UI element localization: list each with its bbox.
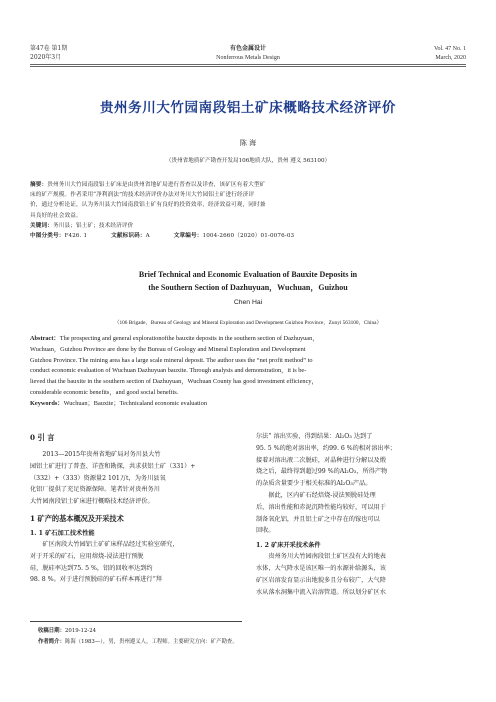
body-line: 后，溶出性能和赤泥沉降性能均较好，可以用于 [256,503,386,511]
subsection-heading: 1. 1 矿石加工技术性能 [30,529,95,537]
abstract-cn-line: 价，通过分析论证，认为务川县大竹园南段铝土矿有良好的投资效率，经济效益可观，同时兼 [30,202,266,209]
doc-code-label: 文献标识码： [111,233,146,240]
body-line: 大竹园南段铝土矿床进行概略技术经济评价。 [30,498,154,506]
right-column [256,431,468,598]
body-line: 水从落水洞集中流入岩溶管道。所以划分矿区水 [256,588,386,596]
body-line: 园铝土矿进行了普查、详查和勘探，共求获铝土矿（331）+ [30,462,196,470]
article-number-label: 文章编号： [173,233,203,240]
abstract-en-line: lieved that the bauxite in the southern section of Dazhuyuan，Wuchuan County has good investment efficiency， [30,378,318,386]
abstract-en [30,334,468,410]
abstract-en-line: Guizhou Province. The mining area has a large scale mineral deposit. The author uses the “net profit method” to [30,356,313,364]
abstract-cn-line: 床的矿产规模。作者采用“净利润法”的技术经济评价办法对务川大竹园铝土矿进行经济评 [30,192,255,199]
received-date: 2019-12-24 [64,628,97,634]
journal-date-cn: 2020年3月 [30,54,62,61]
body-line: 回收。 [256,527,275,535]
abstract-cn [30,180,468,241]
body-line: 贵州务川大竹园南段铝土矿区没有大的地表 [268,553,386,561]
abstract-en-line: The prospecting and general explorationofthe bauxite deposits in the southern section of Dazhuyuan， [59,335,319,342]
keywords-en: Wuchuan；Bauxite；Technicaland economic evaluation [63,399,207,407]
clc-number: F426. 1 [64,233,88,240]
journal-date-en: March, 2020 [435,55,466,61]
body-line: 对于开采的矿石，应用熔烧-浸法进行预脱 [30,552,144,560]
clc-label: 中图分类号： [30,233,65,240]
abstract-cn-line: 具良好的社会效益。 [30,212,82,219]
paper-title-cn: 贵州务川大竹园南段铝土矿床概略技术经济评价 [99,100,397,116]
body-line: 硅，脱硅率达到75. 5 %，铝的回收率达到约 [30,564,153,572]
abstract-en-line: conduct economic evaluation of Wuchuan Dazhuyuan bauxite. Through analysis and demonstration，it is be- [30,367,307,375]
author-bio: 陈海（1983—），男，贵州遵义人，工程师。主要研究方向：矿产勘查。 [64,639,238,645]
author-bio-label: 作者简介： [38,639,65,645]
body-line: （332）+（333）资源量2 101万t，为务川县氧 [30,474,166,482]
body-line: 矿区南段大竹园铝土矿矿床样品经过实验室研究， [42,540,179,548]
body-line: 制备氧化铝，并且铝土矿之中存在的镓也可以 [256,515,380,523]
classification-row [30,231,468,241]
body-line: 尔法” 溶出实验，得到结果：Al₂O₃ 达到了 [256,433,373,440]
journal-issue-cn: 第47卷 第1期 [30,45,68,52]
body-line: 的杂质含量要少于相关标准的Al₂O₃产品。 [256,480,372,488]
body-line: 2013—2015年贵州省地矿局对务川县大竹 [42,451,161,458]
section-heading: 1 矿产的基本概况及开采技术 [30,513,124,523]
doc-code: A [145,233,150,240]
body-line: 95. 5 %的绝对溶出率，约99. 6 %的相对溶出率； [256,444,396,452]
body-line: 98. 8 %。对于进行预脱硅的矿石样本再进行“拜 [30,576,162,584]
paper-title-en-line2: the Southern Section of Dazhuyuan，Wuchuan，Guizhou [148,283,348,292]
body-line: 水体，大气降水是该区唯一的水源补给源头，该 [256,564,386,572]
footnote-rule [30,621,242,622]
author-cn: 陈 海 [239,139,257,147]
abstract-en-label: Abstract： [30,335,60,342]
footnote [38,626,238,648]
body-line: 化铝厂提供了充足资源保障。笔者针对贵州务川 [30,486,160,494]
abstract-en-line: Wuchuan，Guizhou Province are done by the Bureau of Geology and Mineral Exploration and Development [30,345,306,353]
body-line: 烧之后，最终得到超过99 %的Al₂O₃，所得产物 [256,468,388,476]
paper-title-en-line1: Brief Technical and Economic Evaluation of Bauxite Deposits in [138,270,358,279]
journal-name-cn: 有色金属设计 [229,45,266,52]
abstract-en-line: considerable economic benefits，and good social benefits. [30,388,179,396]
keywords-cn-label: 关键词： [30,222,53,229]
body-line: 矿区岩溶发育显示出地貌多且分布较广，大气降 [256,576,386,584]
header-rule-bottom [30,66,466,67]
paper-title-en [0,268,496,294]
abstract-cn-line: 贵州务川大竹园南段铝土矿床是由贵州省地矿局进行普查以及详查，该矿区有着大型矿 [47,182,266,188]
header-rule-top [30,64,466,65]
affiliation-cn: （贵州省地质矿产勘查开发局106地质大队，贵州 遵义 563100） [165,158,331,164]
abstract-cn-label: 摘要： [30,182,48,188]
left-column [30,433,242,586]
subsection-heading: 1. 2 矿床开采技术条件 [256,542,321,550]
keywords-en-label: Keywords： [30,399,64,407]
keywords-cn: 务川县；铝土矿；技术经济评价 [52,222,134,229]
body-line: 据此，区内矿石经焙烧-浸法预脱硅处理 [268,491,376,499]
journal-name-en: Nonferrous Metals Design [216,55,280,61]
article-number: 1004-2660（2020）01-0076-03 [202,233,295,240]
received-label: 收稿日期： [38,628,65,634]
journal-volume-en: Vol. 47 No. 1 [433,46,466,52]
affiliation-en: （106 Brigade，Bureau of Geology and Mineral Exploration and Development Guizhou Province，Zunyi 563100，China） [114,320,382,326]
author-en: Chen Hai [233,299,263,306]
body-line: 接着对溶出液二次脱硅，对晶种进行分解以及煅 [256,456,386,464]
section-heading: 0 引 言 [30,433,55,442]
